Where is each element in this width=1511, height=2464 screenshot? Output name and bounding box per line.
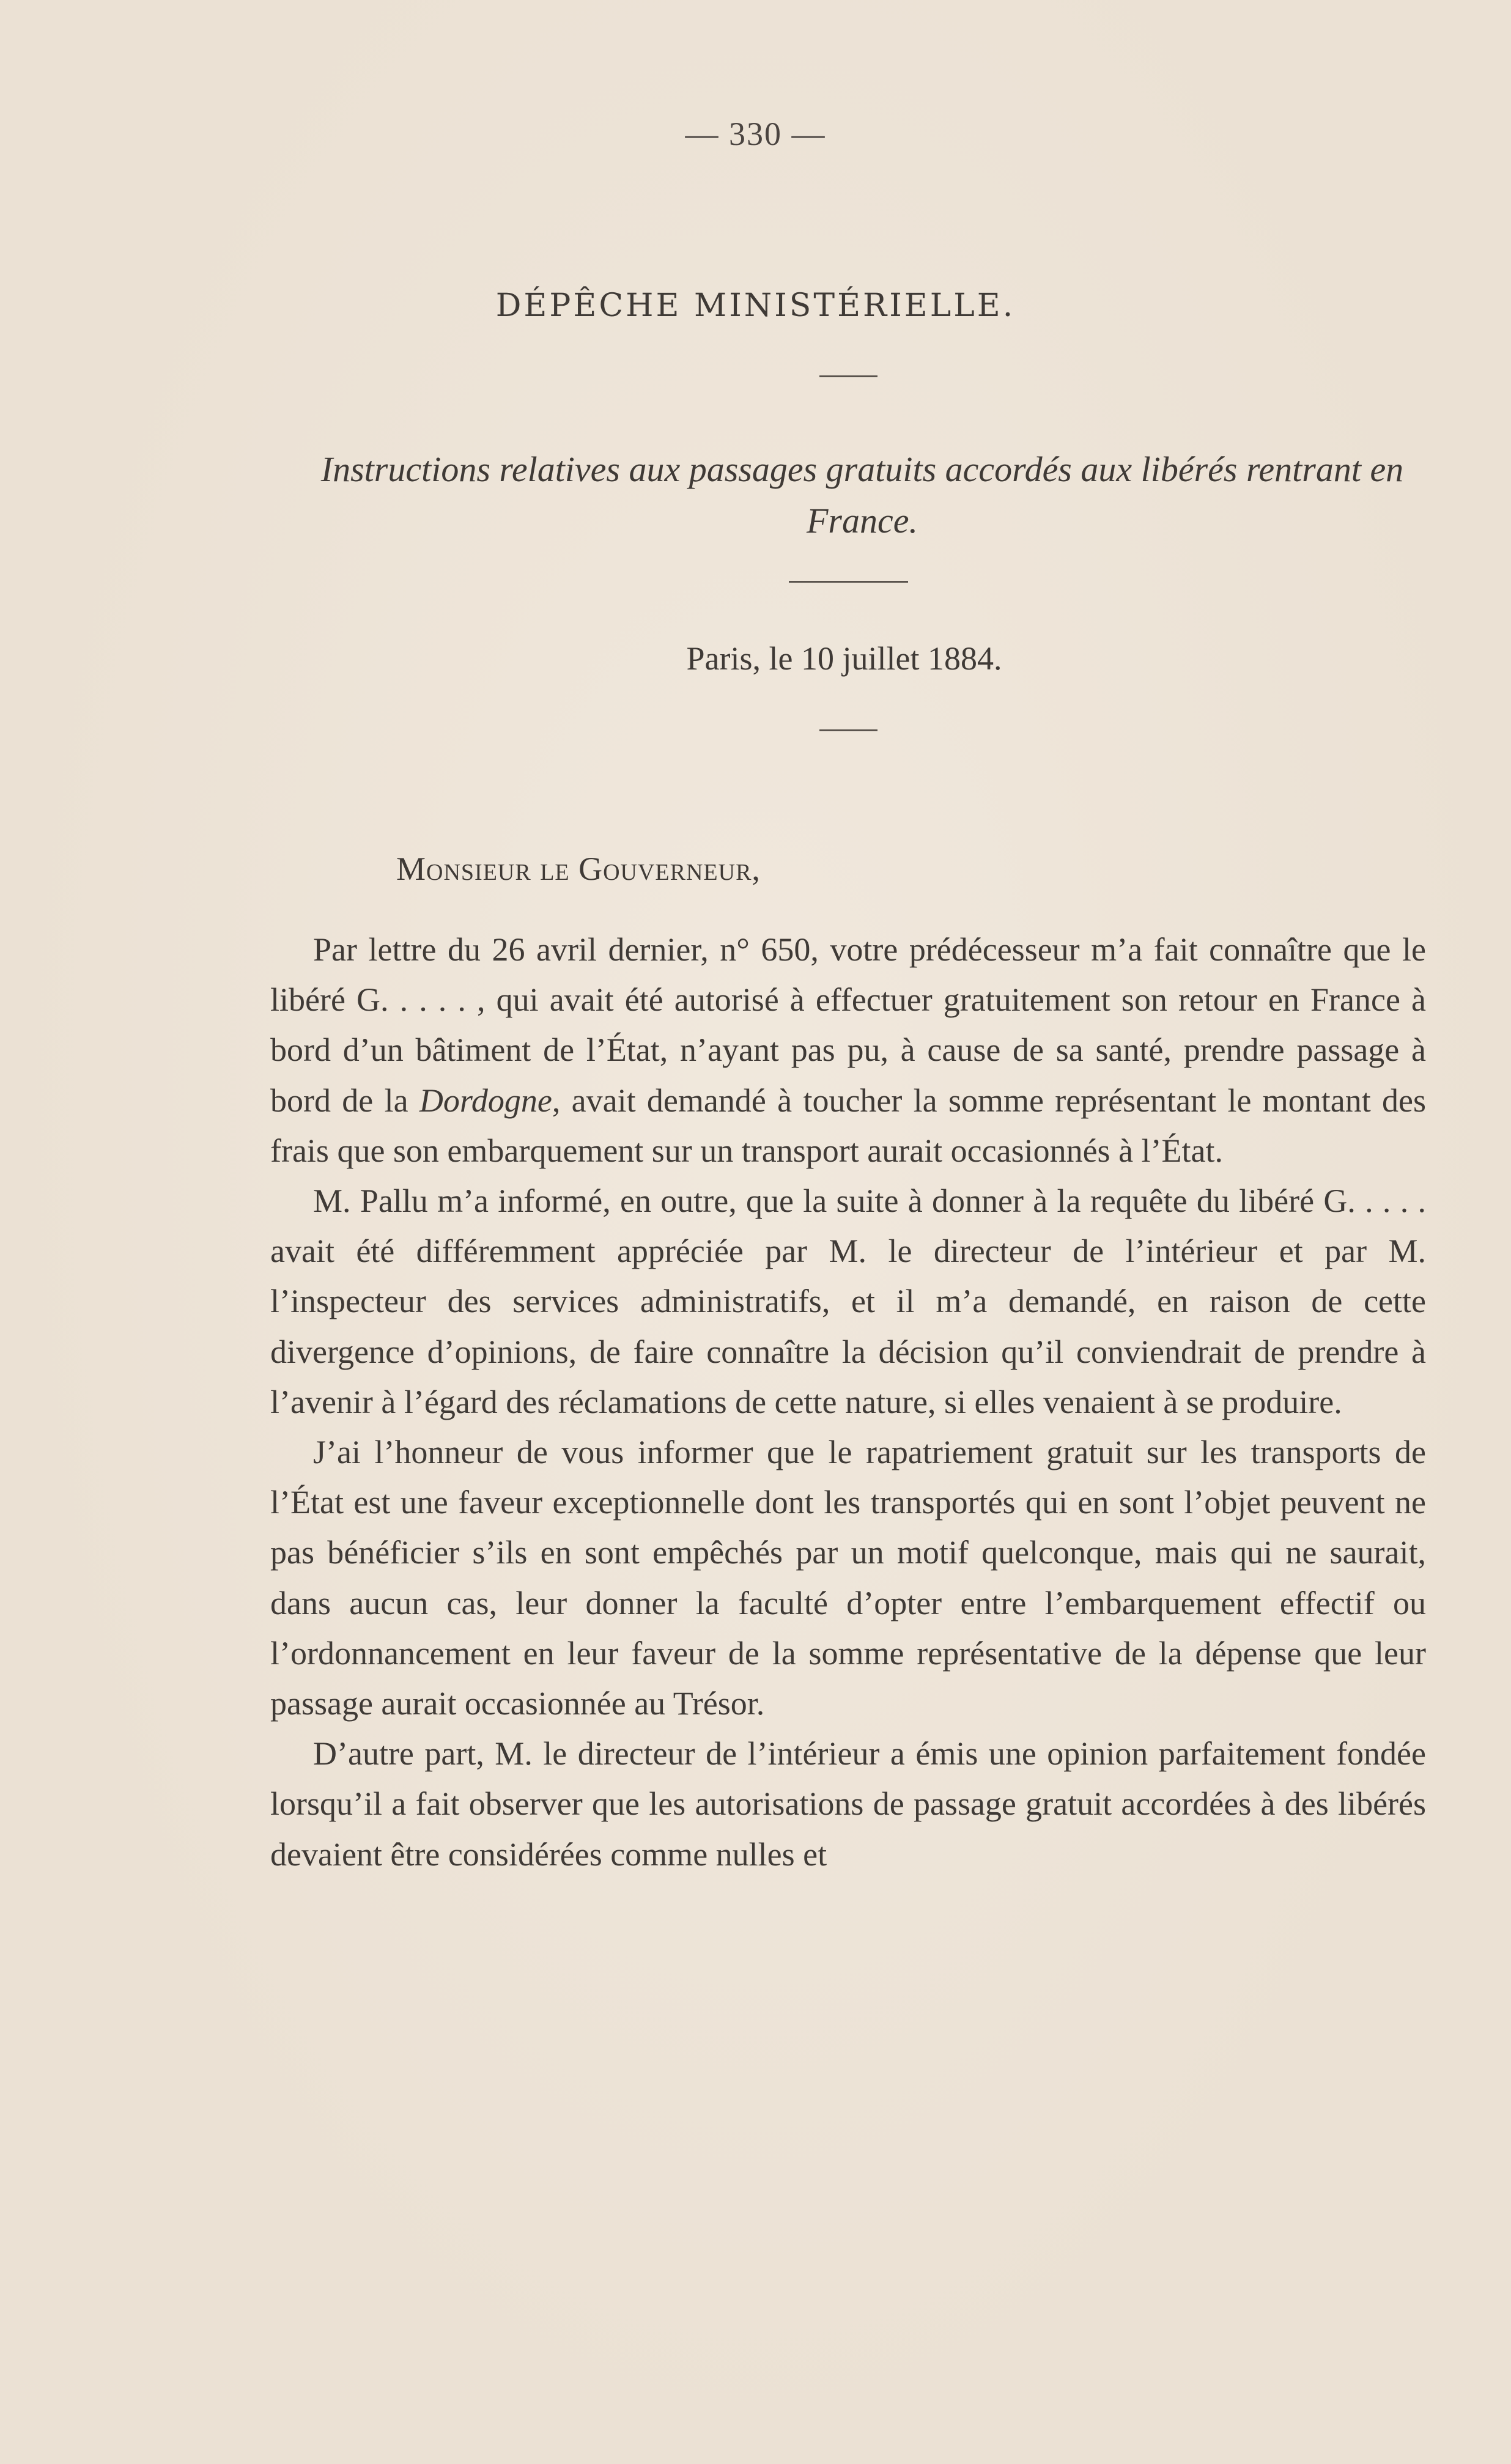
salutation: Monsieur le Gouverneur, <box>396 850 761 887</box>
document-heading: DÉPÊCHE MINISTÉRIELLE. <box>495 287 1016 324</box>
paragraph: M. Pallu m’a informé, en outre, que la suite à donner à la requête du libéré G. . . . . avait été différemment appréciée par M. le directeur de l’intérieur et par M. l’inspecteur des services administratifs, et il m’a demandé, en raison de cette divergence d’opinions, de faire connaître la décision qu’il conviendrait de prendre à l’avenir à l’égard des réclamations de cette nature, si elles venaient à se produire. <box>270 1182 1426 1420</box>
page-number: — 330 — <box>685 116 826 152</box>
dateline: Paris, le 10 juillet 1884. <box>686 640 1002 677</box>
heading-divider <box>819 375 877 377</box>
letter-body <box>270 924 1426 1879</box>
subtitle-divider <box>789 581 908 583</box>
document-subtitle: Instructions relatives aux passages gratuits accordés aux libérés rentrant en France. <box>320 449 1404 540</box>
dateline-divider <box>819 729 877 731</box>
paragraph-text: , avait demandé à toucher la somme représentant le montant des frais que son embarquement sur un transport aurait occasionnés à l’État. <box>270 1082 1427 1169</box>
paragraph: J’ai l’honneur de vous informer que le rapatriement gratuit sur les transports de l’État est une faveur exceptionnelle dont les transportés qui en sont l’objet peuvent ne pas bénéficier s’ils en sont empêchés par un motif quelconque, mais qui ne saurait, dans aucun cas, leur donner la faculté d’opter entre l’embarquement effectif ou l’ordonnancement en leur faveur de la somme représentative de la dépense que leur passage aurait occasionnée au Trésor. <box>270 1434 1426 1722</box>
paragraph: D’autre part, M. le directeur de l’intérieur a émis une opinion parfaitement fondée lorsqu’il a fait observer que les autorisations de passage gratuit accordées à des libérés devaient être considérées comme nulles et <box>270 1735 1426 1873</box>
paragraph <box>270 924 1426 1176</box>
paragraph-text: Par lettre du 26 avril dernier, n° 650, votre prédécesseur m’a fait connaître que le libéré G. . . . . , qui avait été autorisé à effectuer gratuitement son retour en France à bord d’un bâtiment de l’État, n’ayant pas pu, à cause de sa santé, prendre passage à bord de la <box>270 931 1426 1119</box>
ship-name: Dordogne <box>419 1082 552 1119</box>
